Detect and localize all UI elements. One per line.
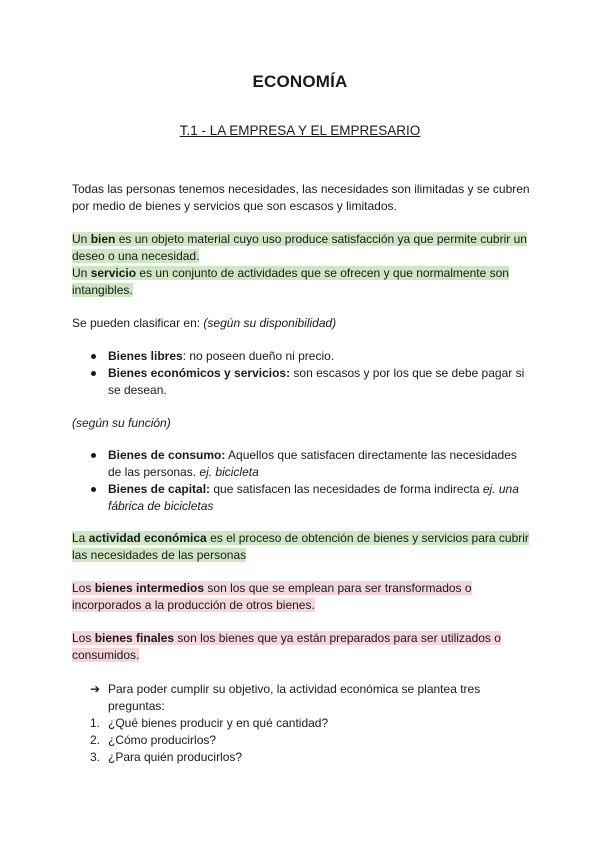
bullet-icon <box>91 487 96 492</box>
list-item: Bienes de capital: que satisfacen las necesidades de forma indirecta ej. una fábrica de bicicletas <box>90 481 530 515</box>
intermedios-term: bienes intermedios <box>94 581 205 595</box>
intro-paragraph: Todas las personas tenemos necesidades, las necesidades son ilimitadas y se cubren por medio de bienes y servicios que son escasos y limitados. <box>72 182 530 213</box>
bien-term: bien <box>90 232 116 246</box>
finales-term: bienes finales <box>94 631 175 645</box>
list-item: Bienes económicos y servicios: son escasos y por los que se debe pagar si se desean. <box>90 365 530 399</box>
clasificar-line: Se pueden clasificar en: (según su disponibilidad) <box>72 316 337 330</box>
list-item: 1. ¿Qué bienes producir y en qué cantidad? <box>90 716 329 730</box>
actividad-definition: La actividad económica es el proceso de obtención de bienes y servicios para cubrir las necesidades de las personas <box>72 531 529 562</box>
arrow-right-icon: ➔ <box>90 682 101 696</box>
finales-definition: Los bienes finales son los bienes que ya están preparados para ser utilizados o consumidos. <box>72 631 501 662</box>
intermedios-definition: Los bienes intermedios son los que se emplean para ser transformados o incorporados a la producción de otros bienes. <box>72 581 472 612</box>
clasificar-criterion: (según su disponibilidad) <box>203 316 337 330</box>
disponibilidad-list <box>90 348 530 399</box>
bullet-icon <box>91 354 96 359</box>
preguntas-list <box>90 681 530 766</box>
bullet-icon <box>91 371 96 376</box>
servicio-term: servicio <box>90 266 137 280</box>
list-item: 2. ¿Cómo producirlos? <box>90 733 217 747</box>
actividad-term: actividad económica <box>88 531 207 545</box>
bullet-icon <box>91 453 96 458</box>
document-title: ECONOMÍA <box>252 72 348 91</box>
funcion-label: (según su función) <box>72 416 171 430</box>
document-subtitle: T.1 - LA EMPRESA Y EL EMPRESARIO <box>179 123 421 138</box>
list-item: 3. ¿Para quién producirlos? <box>90 750 243 764</box>
bien-definition: Un bien es un objeto material cuyo uso produce satisfacción ya que permite cubrir un deseo o una necesidad. <box>72 232 527 263</box>
list-item: Bienes libres: no poseen dueño ni precio. <box>90 348 530 365</box>
preguntas-intro: ➔ Para poder cumplir su objetivo, la actividad económica se plantea tres preguntas: <box>90 682 481 713</box>
servicio-definition: Un servicio es un conjunto de actividades que se ofrecen y que normalmente son intangibles. <box>72 266 509 297</box>
list-item: Bienes de consumo: Aquellos que satisfacen directamente las necesidades de las personas. ej. bicicleta <box>90 447 530 481</box>
funcion-list <box>90 447 530 515</box>
